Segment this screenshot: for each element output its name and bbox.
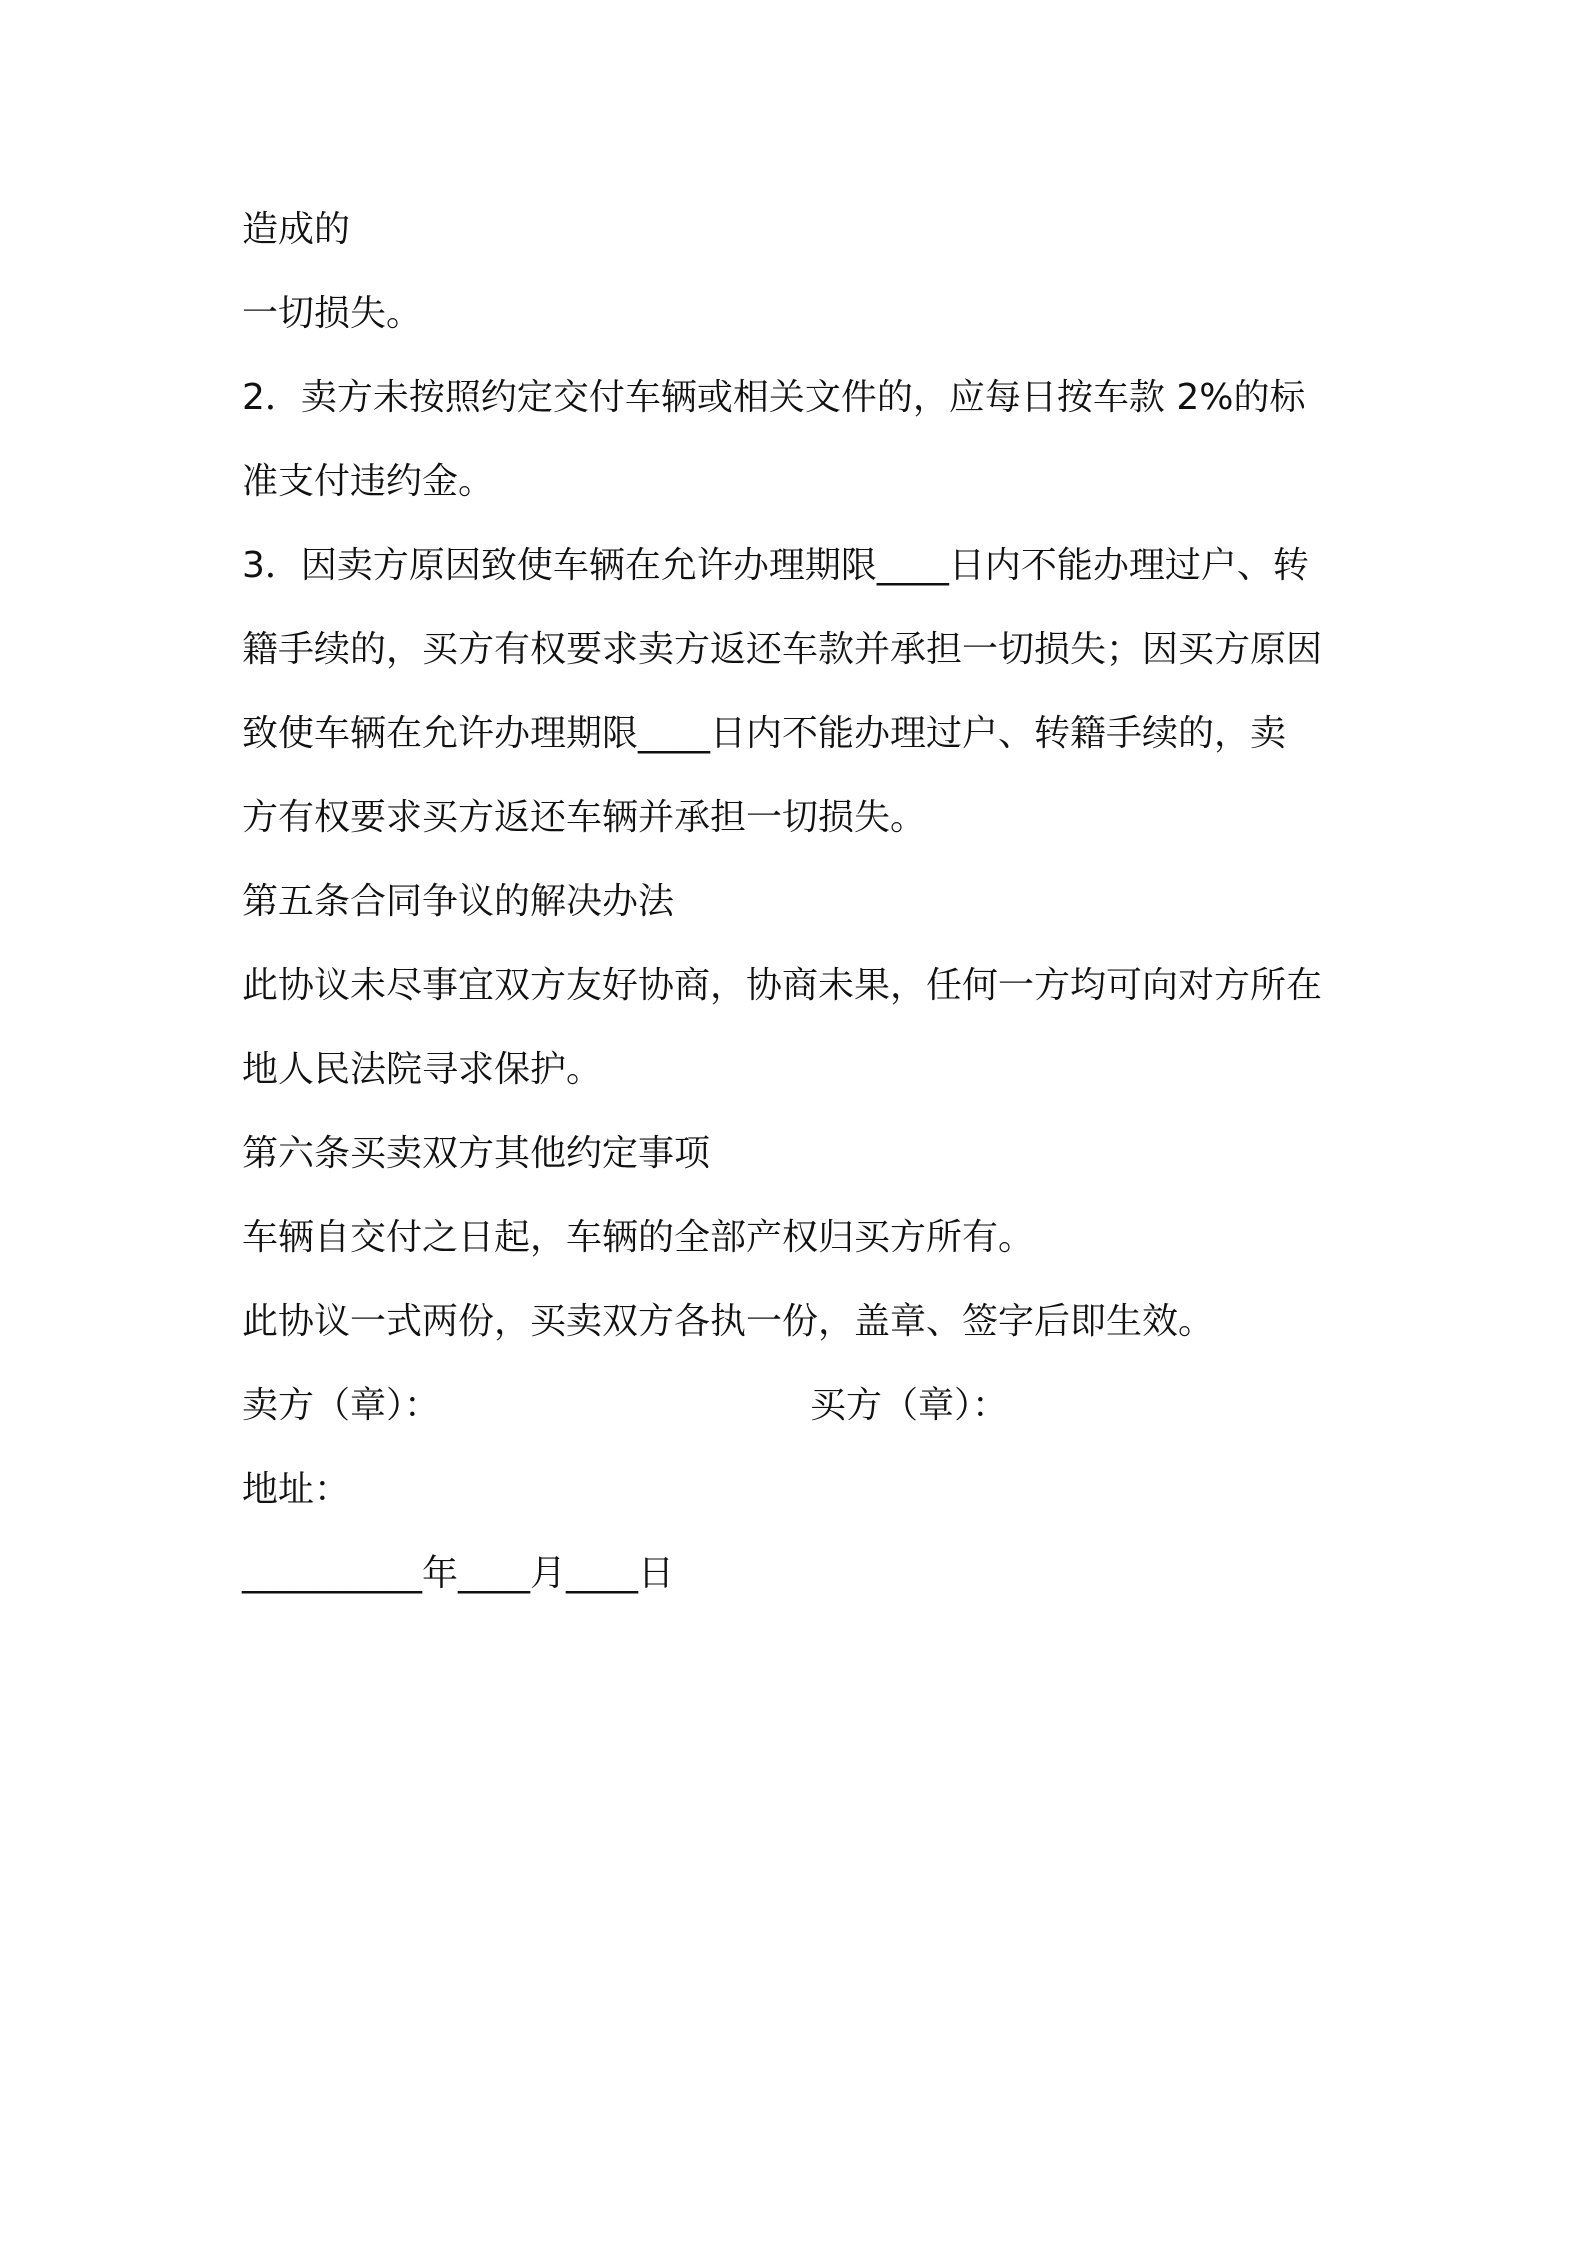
text-line: 致使车辆在允许办理期限____日内不能办理过户、转籍手续的，卖 — [242, 713, 1287, 754]
buyer-signature-label: 买方（章）： — [810, 1385, 1009, 1426]
text-line: 籍手续的，买方有权要求卖方返还车款并承担一切损失；因买方原因 — [242, 629, 1323, 670]
text-line: 车辆自交付之日起，车辆的全部产权归买方所有。 — [242, 1217, 1035, 1258]
clause-2-line: 2．卖方未按照约定交付车辆或相关文件的，应每日按车款 2%的标 — [242, 377, 1306, 418]
text-line: 此协议未尽事宜双方友好协商，协商未果，任何一方均可向对方所在 — [242, 965, 1323, 1006]
text-line: 准支付违约金。 — [242, 461, 495, 502]
address-label: 地址： — [242, 1469, 351, 1510]
date-line: __________年____月____日 — [242, 1553, 674, 1594]
text-line: 地人民法院寻求保护。 — [242, 1049, 603, 1090]
clause-3-line: 3．因卖方原因致使车辆在允许办理期限____日内不能办理过户、转 — [242, 545, 1309, 586]
text-line: 方有权要求买方返还车辆并承担一切损失。 — [242, 797, 927, 838]
text-line: 造成的 — [242, 209, 351, 250]
article-6-heading: 第六条买卖双方其他约定事项 — [242, 1133, 711, 1174]
text-line: 此协议一式两份，买卖双方各执一份，盖章、签字后即生效。 — [242, 1301, 1215, 1342]
text-line: 一切损失。 — [242, 293, 423, 334]
article-5-heading: 第五条合同争议的解决办法 — [242, 881, 675, 922]
seller-signature-label: 卖方（章）： — [242, 1385, 441, 1426]
